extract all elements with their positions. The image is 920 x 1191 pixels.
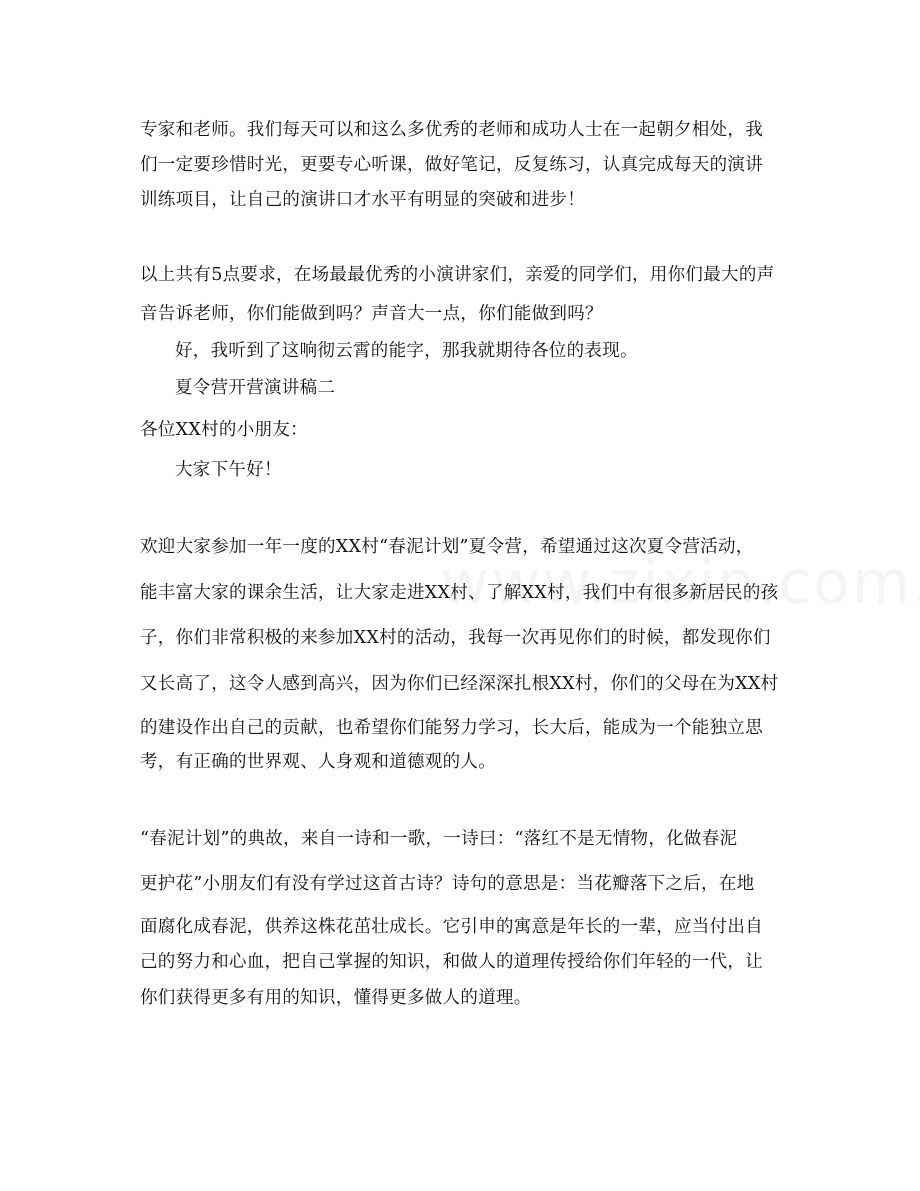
reply-line: 好，我听到了这响彻云霄的能字，那我就期待各位的表现。 [175,341,638,361]
text-line: 子，你们非常积极的来参加XX村的活动，我每一次再见你们的时候，都发现你们 [140,628,771,648]
text-line: 欢迎大家参加一年一度的XX村“春泥计划”夏令营，希望通过这次夏令营活动， [140,537,754,557]
text-line: 又长高了，这令人感到高兴，因为你们已经深深扎根XX村，你们的父母在为XX村 [140,674,779,694]
section-title: 夏令营开营演讲稿二 [175,378,336,398]
text-line: 的建设作出自己的贡献，也希望你们能努力学习，长大后，能成为一个能独立思 [140,718,763,738]
text-line: 音告诉老师，你们能做到吗？声音大一点，你们能做到吗？ [140,304,603,324]
text-line: 们一定要珍惜时光，更要专心听课，做好笔记，反复练习，认真完成每天的演讲 [140,155,763,175]
greeting: 大家下午好！ [175,460,282,480]
salutation: 各位XX村的小朋友： [140,420,308,440]
text-line: 面腐化成春泥，供养这株花茁壮成长。它引申的寓意是年长的一辈，应当付出自 [140,917,763,937]
text-line: 能丰富大家的课余生活，让大家走进XX村、了解XX村，我们中有很多新居民的孩 [140,583,779,603]
text-line: 训练项目，让自己的演讲口才水平有明显的突破和进步！ [140,190,585,210]
text-line: 你们获得更多有用的知识，懂得更多做人的道理。 [140,988,532,1008]
text-line: 考，有正确的世界观、人身观和道德观的人。 [140,752,496,772]
text-line: 以上共有5点要求，在场最最优秀的小演讲家们，亲爱的同学们，用你们最大的声 [140,265,775,285]
text-line: 专家和老师。我们每天可以和这么多优秀的老师和成功人士在一起朝夕相处，我 [140,120,763,140]
text-line: 更护花”小朋友们有没有学过这首古诗？诗句的意思是：当花瓣落下之后，在地 [140,874,755,894]
text-line: “春泥计划”的典故，来自一诗和一歌，一诗曰：“落红不是无情物，化做春泥 [140,829,738,849]
text-line: 己的努力和心血，把自己掌握的知识，和做人的道理传授给你们年轻的一代，让 [140,952,763,972]
